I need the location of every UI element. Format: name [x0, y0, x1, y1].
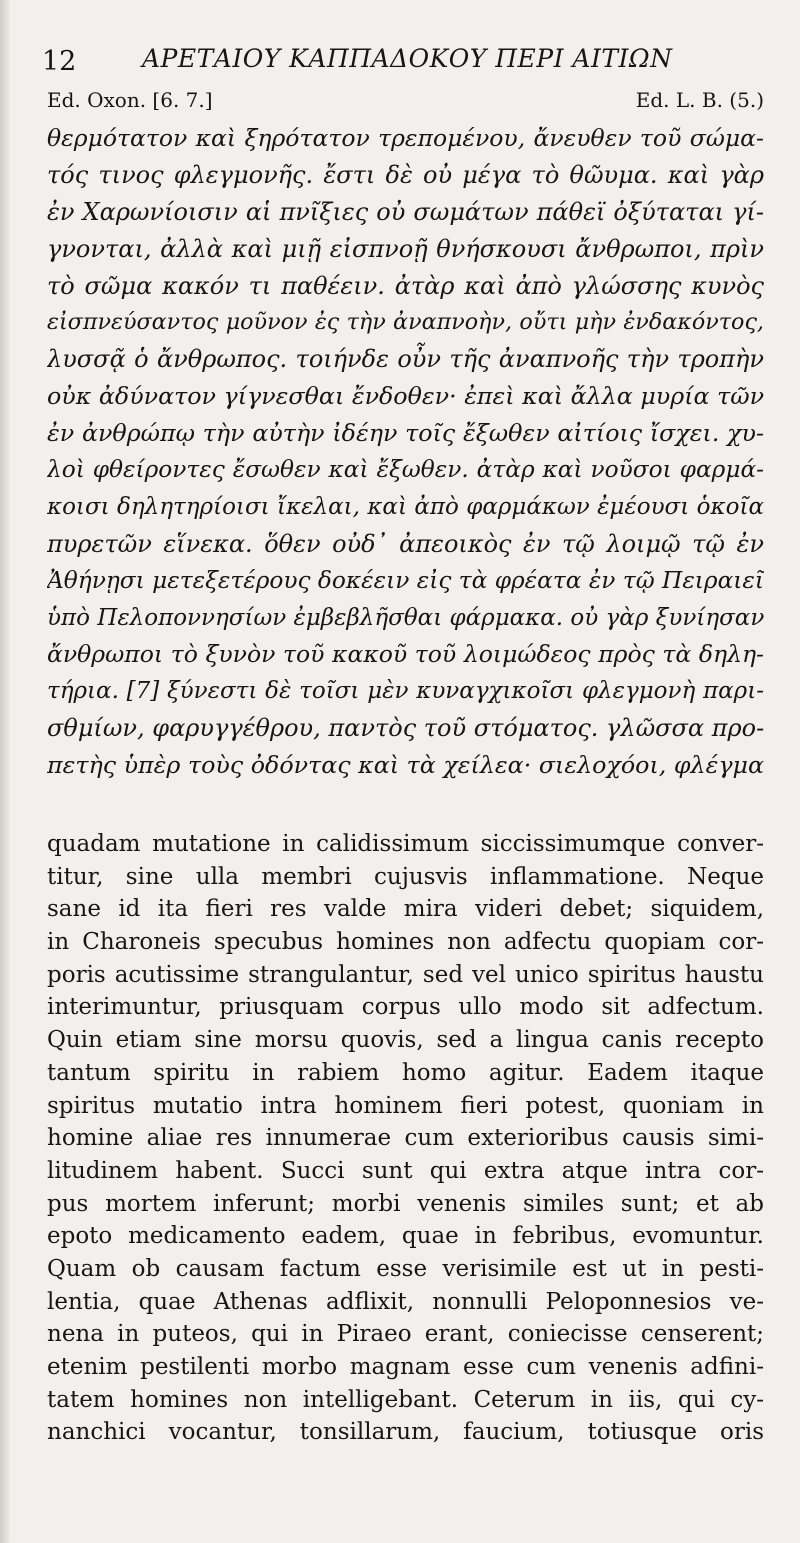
greek-text-block	[47, 120, 764, 784]
latin-text-line: in Charoneis specubus homines non adfectu quopiam cor-	[47, 929, 764, 956]
latin-text-line: tatem homines non intelligebant. Ceterum in iis, qui cy-	[47, 1386, 764, 1413]
greek-text-line: πυρετῶν εἵνεκα. ὅθεν οὐδ᾽ ἀπεοικὸς ἐν τῷ λοιμῷ τῷ ἐν	[47, 529, 764, 558]
latin-text-line: lentia, quae Athenas adflixit, nonnulli Peloponnesios ve-	[47, 1288, 764, 1315]
latin-text-line: spiritus mutatio intra hominem fieri potest, quoniam in	[47, 1092, 764, 1119]
greek-text-line: λυσσᾷ ὁ ἄνθρωπος. τοιήνδε οὖν τῆς ἀναπνοῆς τὴν τροπὴν	[47, 345, 764, 374]
latin-text-line: litudinem habent. Succi sunt qui extra atque intra cor-	[47, 1157, 764, 1184]
latin-text-line: poris acutissime strangulantur, sed vel unico spiritus haustu	[47, 961, 764, 988]
greek-text-line: ἐν ἀνθρώπῳ τὴν αὐτὴν ἰδέην τοῖς ἔξωθεν αἰτίοις ἴσχει. χυ-	[47, 419, 764, 448]
latin-text-line: interimuntur, priusquam corpus ullo modo sit adfectum.	[47, 994, 764, 1021]
greek-text-line: ἄνθρωποι τὸ ξυνὸν τοῦ κακοῦ τοῦ λοιμώδεος πρὸς τὰ δηλη-	[47, 640, 764, 669]
latin-text-line: nena in puteos, qui in Piraeo erant, coniecisse censerent;	[47, 1321, 764, 1348]
page-header	[42, 40, 772, 80]
greek-text-line: εἰσπνεύσαντος μοῦνον ἐς τὴν ἀναπνοὴν, οὔτι μὴν ἐνδακόντος,	[47, 309, 764, 336]
edition-ref-oxford: Ed. Oxon. [6. 7.]	[47, 88, 213, 112]
running-title: ΑΡΕΤΑΙΟΥ ΚΑΠΠΑΔΟΚΟΥ ΠΕΡΙ ΑΙΤΙΩΝ	[142, 44, 673, 73]
latin-text-line: titur, sine ulla membri cujusvis inflammatione. Neque	[47, 863, 764, 890]
latin-text-line: quadam mutatione in calidissimum siccissimumque conver-	[47, 831, 764, 857]
latin-text-line: epoto medicamento eadem, quae in febribus, evomuntur.	[47, 1223, 764, 1250]
greek-text-line: πετὴς ὑπὲρ τοὺς ὀδόντας καὶ τὰ χείλεα· σιελοχόοι, φλέγμα	[47, 751, 764, 780]
greek-text-line: τήρια. [7] ξύνεστι δὲ τοῖσι μὲν κυναγχικοῖσι φλεγμονὴ παρι-	[47, 678, 764, 705]
greek-text-line: οὐκ ἀδύνατον γίγνεσθαι ἔνδοθεν· ἐπεὶ καὶ ἄλλα μυρία τῶν	[47, 382, 764, 411]
greek-text-line: ὑπὸ Πελοποννησίων ἐμβεβλῆσθαι φάρμακα. οὐ γὰρ ξυνίησαν	[47, 604, 764, 631]
latin-text-line: etenim pestilenti morbo magnam esse cum venenis adfini-	[47, 1354, 764, 1380]
edition-ref-leiden: Ed. L. B. (5.)	[635, 88, 764, 112]
greek-text-line: τὸ σῶμα κακόν τι παθέειν. ἀτὰρ καὶ ἀπὸ γλώσσης κυνὸς	[47, 271, 764, 300]
greek-text-line: Ἀθήνῃσι μετεξετέρους δοκέειν εἰς τὰ φρέατα ἐν τῷ Πειραιεῖ	[47, 566, 764, 594]
greek-text-line: θερμότατον καὶ ξηρότατον τρεπομένου, ἄνευθεν τοῦ σώμα-	[47, 124, 764, 152]
latin-text-line: Quin etiam sine morsu quovis, sed a lingua canis recepto	[47, 1027, 764, 1054]
greek-text-line: λοὶ φθείροντες ἔσωθεν καὶ ἔξωθεν. ἀτὰρ καὶ νοῦσοι φαρμά-	[47, 456, 764, 484]
latin-translation-block	[47, 828, 764, 1449]
greek-text-line: κοισι δηλητηρίοισι ἴκελαι, καὶ ἀπὸ φαρμάκων ἐμέουσι ὁκοῖα	[47, 493, 764, 520]
page-number: 12	[42, 46, 77, 77]
edition-references	[47, 88, 764, 120]
latin-text-line: homine aliae res innumerae cum exterioribus causis simi-	[47, 1125, 764, 1152]
latin-text-line: nanchici vocantur, tonsillarum, faucium, totiusque oris	[47, 1419, 764, 1446]
greek-text-line: γνονται, ἀλλὰ καὶ μιῇ εἰσπνοῇ θνήσκουσι ἄνθρωποι, πρὶν	[47, 234, 764, 263]
latin-text-line: pus mortem inferunt; morbi venenis similes sunt; et ab	[47, 1190, 764, 1217]
greek-text-line: σθμίων, φαρυγγέθρου, παντὸς τοῦ στόματος. γλῶσσα προ-	[47, 714, 764, 743]
greek-text-line: ἐν Χαρωνίοισιν αἱ πνῖξιες οὐ σωμάτων πάθεϊ ὀξύταται γί-	[47, 197, 764, 226]
greek-text-line: τός τινος φλεγμονῆς. ἔστι δὲ οὐ μέγα τὸ θῶυμα. καὶ γὰρ	[47, 160, 764, 189]
latin-text-line: sane id ita fieri res valde mira videri debet; siquidem,	[47, 896, 764, 923]
latin-text-line: tantum spiritu in rabiem homo agitur. Eadem itaque	[47, 1059, 764, 1086]
latin-text-line: Quam ob causam factum esse verisimile est ut in pesti-	[47, 1255, 764, 1282]
